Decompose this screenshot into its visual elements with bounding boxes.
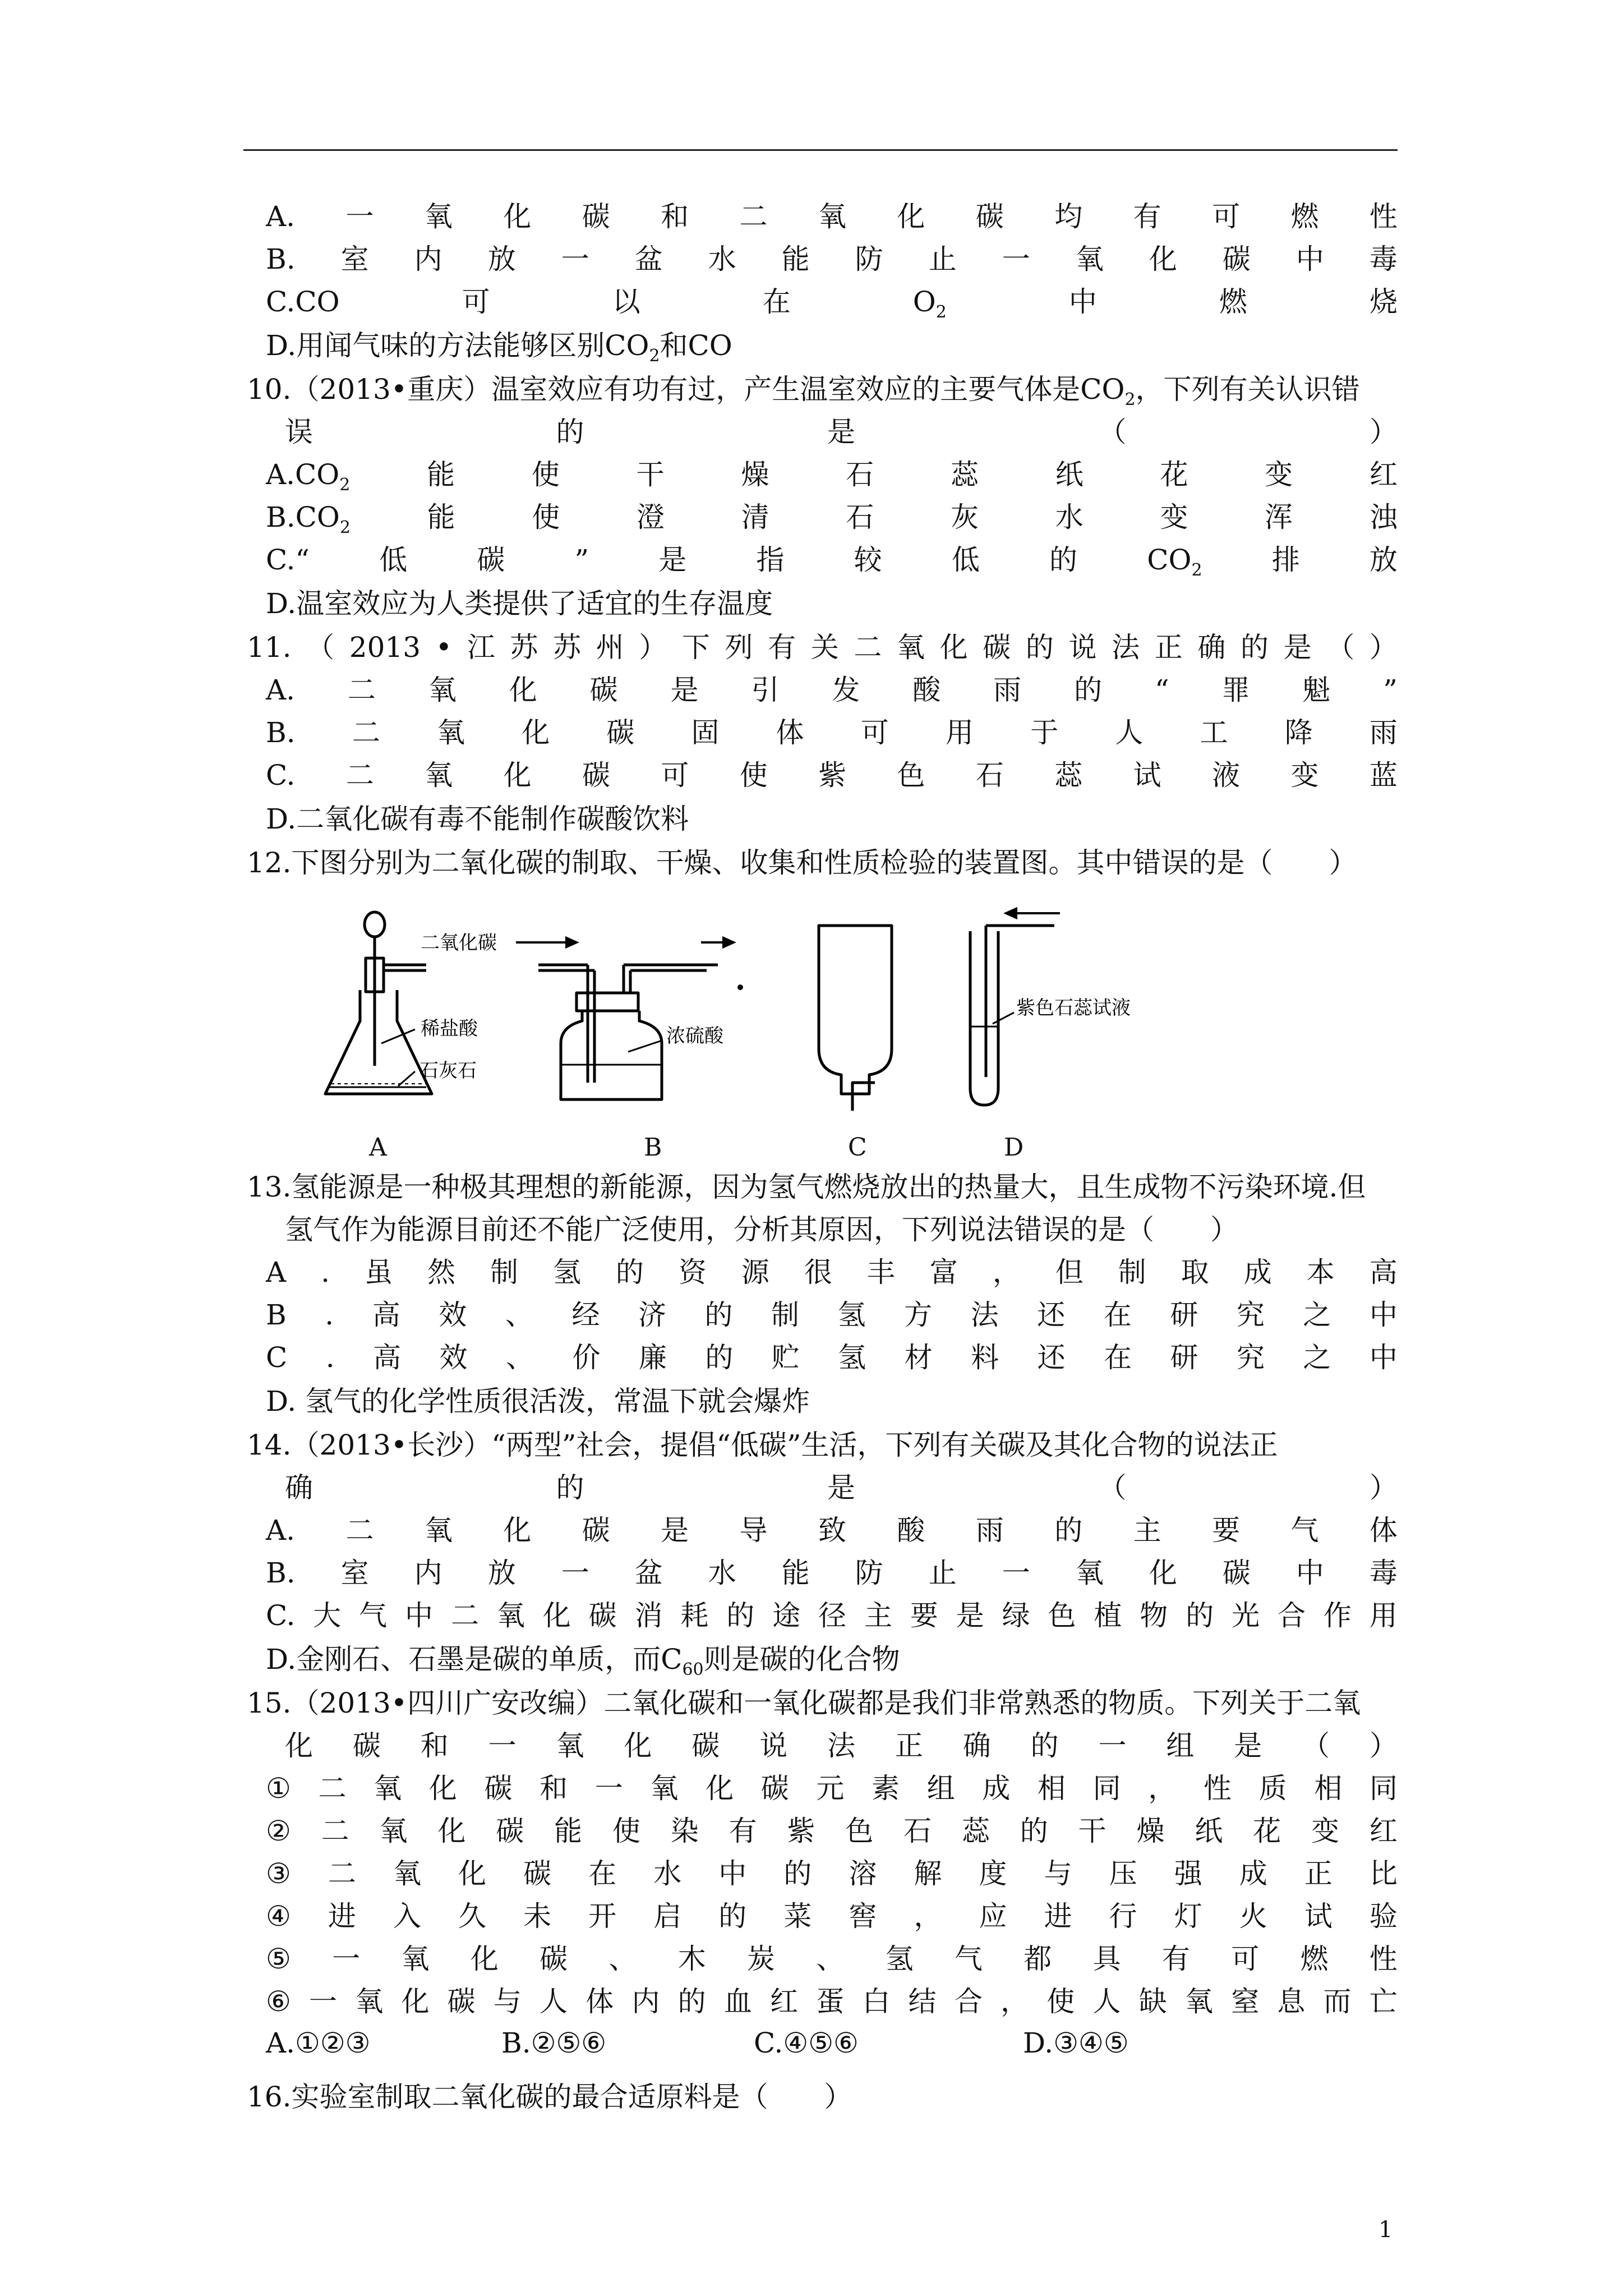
label-hcl: 稀盐酸 xyxy=(421,1018,478,1040)
text-line-q10: 10.（2013•重庆）温室效应有功有过，产生温室效应的主要气体是$CO_2$，下列有关认识错 xyxy=(247,373,1360,409)
text-line-q10b: 误 的 是 （ ） xyxy=(285,416,1398,448)
text-line-q15s3: ③ 二 氧 化 碳 在 水 中 的 溶 解 度 与 压 强 成 正 比 xyxy=(266,1857,1398,1890)
figure-caption-d: D xyxy=(1004,1133,1024,1162)
label-litmus: 紫色石蕊试液 xyxy=(1016,997,1131,1019)
text-line-q15s6: ⑥ 一 氧 化 碳 与 人 体 内 的 血 红 蛋 白 结 合 ， 使 人 缺 氧 窒 息 而 亡 xyxy=(266,1985,1398,2018)
text-line-q15s4: ④ 进 入 久 未 开 启 的 菜 窖 ， 应 进 行 灯 火 试 验 xyxy=(266,1900,1398,1932)
q15-options xyxy=(266,2022,1219,2064)
text-line-q9b: B. 室 内 放 一 盆 水 能 防 止 一 氧 化 碳 中 毒 xyxy=(266,243,1398,275)
label-limestone: 石灰石 xyxy=(419,1060,477,1082)
text-line-q15s5: ⑤ 一 氧 化 碳 、 木 炭 、 氢 气 都 具 有 可 燃 性 xyxy=(266,1943,1398,1975)
text-line-q11c: C. 二 氧 化 碳 可 使 紫 色 石 蕊 试 液 变 蓝 xyxy=(266,759,1398,792)
text-line-q10d: D.温室效应为人类提供了适宜的生存温度 xyxy=(266,587,773,620)
text-line-q13bb: B . 高 效 、 经 济 的 制 氢 方 法 还 在 研 究 之 中 xyxy=(266,1299,1398,1331)
text-line-q15: 15.（2013•四川广安改编）二氧化碳和一氧化碳都是我们非常熟悉的物质。下列关于二氧 xyxy=(247,1687,1361,1719)
text-line-q10a: $A.CO_2$ 能 使 干 燥 石 蕊 纸 花 变 红 xyxy=(266,458,1398,495)
q15-option-a: A.①②③ xyxy=(266,2027,371,2059)
text-line-q14a: A. 二 氧 化 碳 是 导 致 酸 雨 的 主 要 气 体 xyxy=(266,1514,1398,1547)
figure-caption-c: C xyxy=(848,1133,867,1162)
text-line-q11a: A. 二 氧 化 碳 是 引 发 酸 雨 的 “ 罪 魁 ” xyxy=(266,674,1398,706)
text-line-q13a: A . 虽 然 制 氢 的 资 源 很 丰 富 ， 但 制 取 成 本 高 xyxy=(266,1256,1398,1289)
text-line-q14c: C. 大 气 中 二 氧 化 碳 消 耗 的 途 径 主 要 是 绿 色 植 物 的 光 合 作 用 xyxy=(266,1599,1398,1632)
q15-option-b: B.②⑤⑥ xyxy=(501,2027,607,2059)
text-line-q13b: 氢气作为能源目前还不能广泛使用，分析其原因，下列说法错误的是（ ） xyxy=(285,1213,1238,1246)
text-line-q15s2: ② 二 氧 化 碳 能 使 染 有 紫 色 石 蕊 的 干 燥 纸 花 变 红 xyxy=(266,1815,1398,1847)
text-line-q11: 11. （ 2013 • 江 苏 苏 州 ） 下 列 有 关 二 氧 化 碳 的 说 法 正 确 的 是 （ ） xyxy=(247,631,1398,664)
text-line-q14b: 确 的 是 （ ） xyxy=(285,1471,1398,1504)
figure-caption-a: A xyxy=(369,1133,387,1162)
text-line-q9a: A. 一 氧 化 碳 和 二 氧 化 碳 均 有 可 燃 性 xyxy=(266,200,1398,233)
text-line-q11b: B. 二 氧 化 碳 固 体 可 用 于 人 工 降 雨 xyxy=(266,716,1398,749)
text-line-q12: 12.下图分别为二氧化碳的制取、干燥、收集和性质检验的装置图。其中错误的是（ ） xyxy=(247,846,1357,879)
text-line-q13c: C . 高 效 、 价 廉 的 贮 氢 材 料 还 在 研 究 之 中 xyxy=(266,1341,1398,1374)
text-line-q13: 13.氢能源是一种极其理想的新能源，因为氢气燃烧放出的热量大，且生成物不污染环境.但 xyxy=(247,1171,1366,1203)
label-h2so4: 浓硫酸 xyxy=(666,1025,723,1047)
text-line-q10bb: $B.CO_2$ 能 使 澄 清 石 灰 水 变 浑 浊 xyxy=(266,501,1398,537)
text-line-q14bb: B. 室 内 放 一 盆 水 能 防 止 一 氧 化 碳 中 毒 xyxy=(266,1557,1398,1589)
text-line-q15b: 化 碳 和 一 氧 化 碳 说 法 正 确 的 一 组 是 （ ） xyxy=(285,1729,1398,1762)
figure-caption-b: B xyxy=(644,1133,662,1162)
apparatus-c xyxy=(819,926,892,1111)
text-line-q9c: C.CO 可 以 在 $O_2$ 中 燃 烧 xyxy=(266,286,1398,322)
text-line-q15s1: ① 二 氧 化 碳 和 一 氧 化 碳 元 素 组 成 相 同 ， 性 质 相 同 xyxy=(266,1772,1398,1805)
text-line-q13d: D. 氢气的化学性质很活泼，常温下就会爆炸 xyxy=(266,1385,810,1418)
header-rule xyxy=(243,149,1398,151)
label-co2: 二氧化碳 xyxy=(421,932,497,954)
text-line-q16: 16.实验室制取二氧化碳的最合适原料是（ ） xyxy=(247,2081,852,2113)
q15-option-c: C.④⑤⑥ xyxy=(754,2027,859,2059)
apparatus-a xyxy=(325,912,432,1094)
text-line-q14d: D.金刚石、石墨是碳的单质，而$C_{60}$则是碳的化合物 xyxy=(266,1643,900,1680)
text-line-q9d: D.用闻气味的方法能够区别$CO_2$和CO xyxy=(266,329,732,366)
text-line-q14: 14.（2013•长沙）“两型”社会，提倡“低碳”生活，下列有关碳及其化合物的说法正 xyxy=(247,1429,1278,1461)
page-number: 1 xyxy=(1378,2217,1393,2243)
text-line-q11d: D.二氧化碳有毒不能制作碳酸饮料 xyxy=(266,803,689,835)
apparatus-figure xyxy=(314,909,1131,1111)
q15-option-d: D.③④⑤ xyxy=(1023,2027,1129,2059)
text-line-q10c: C.“ 低 碳 ” 是 指 较 低 的 $CO_2$ 排 放 xyxy=(266,544,1398,580)
